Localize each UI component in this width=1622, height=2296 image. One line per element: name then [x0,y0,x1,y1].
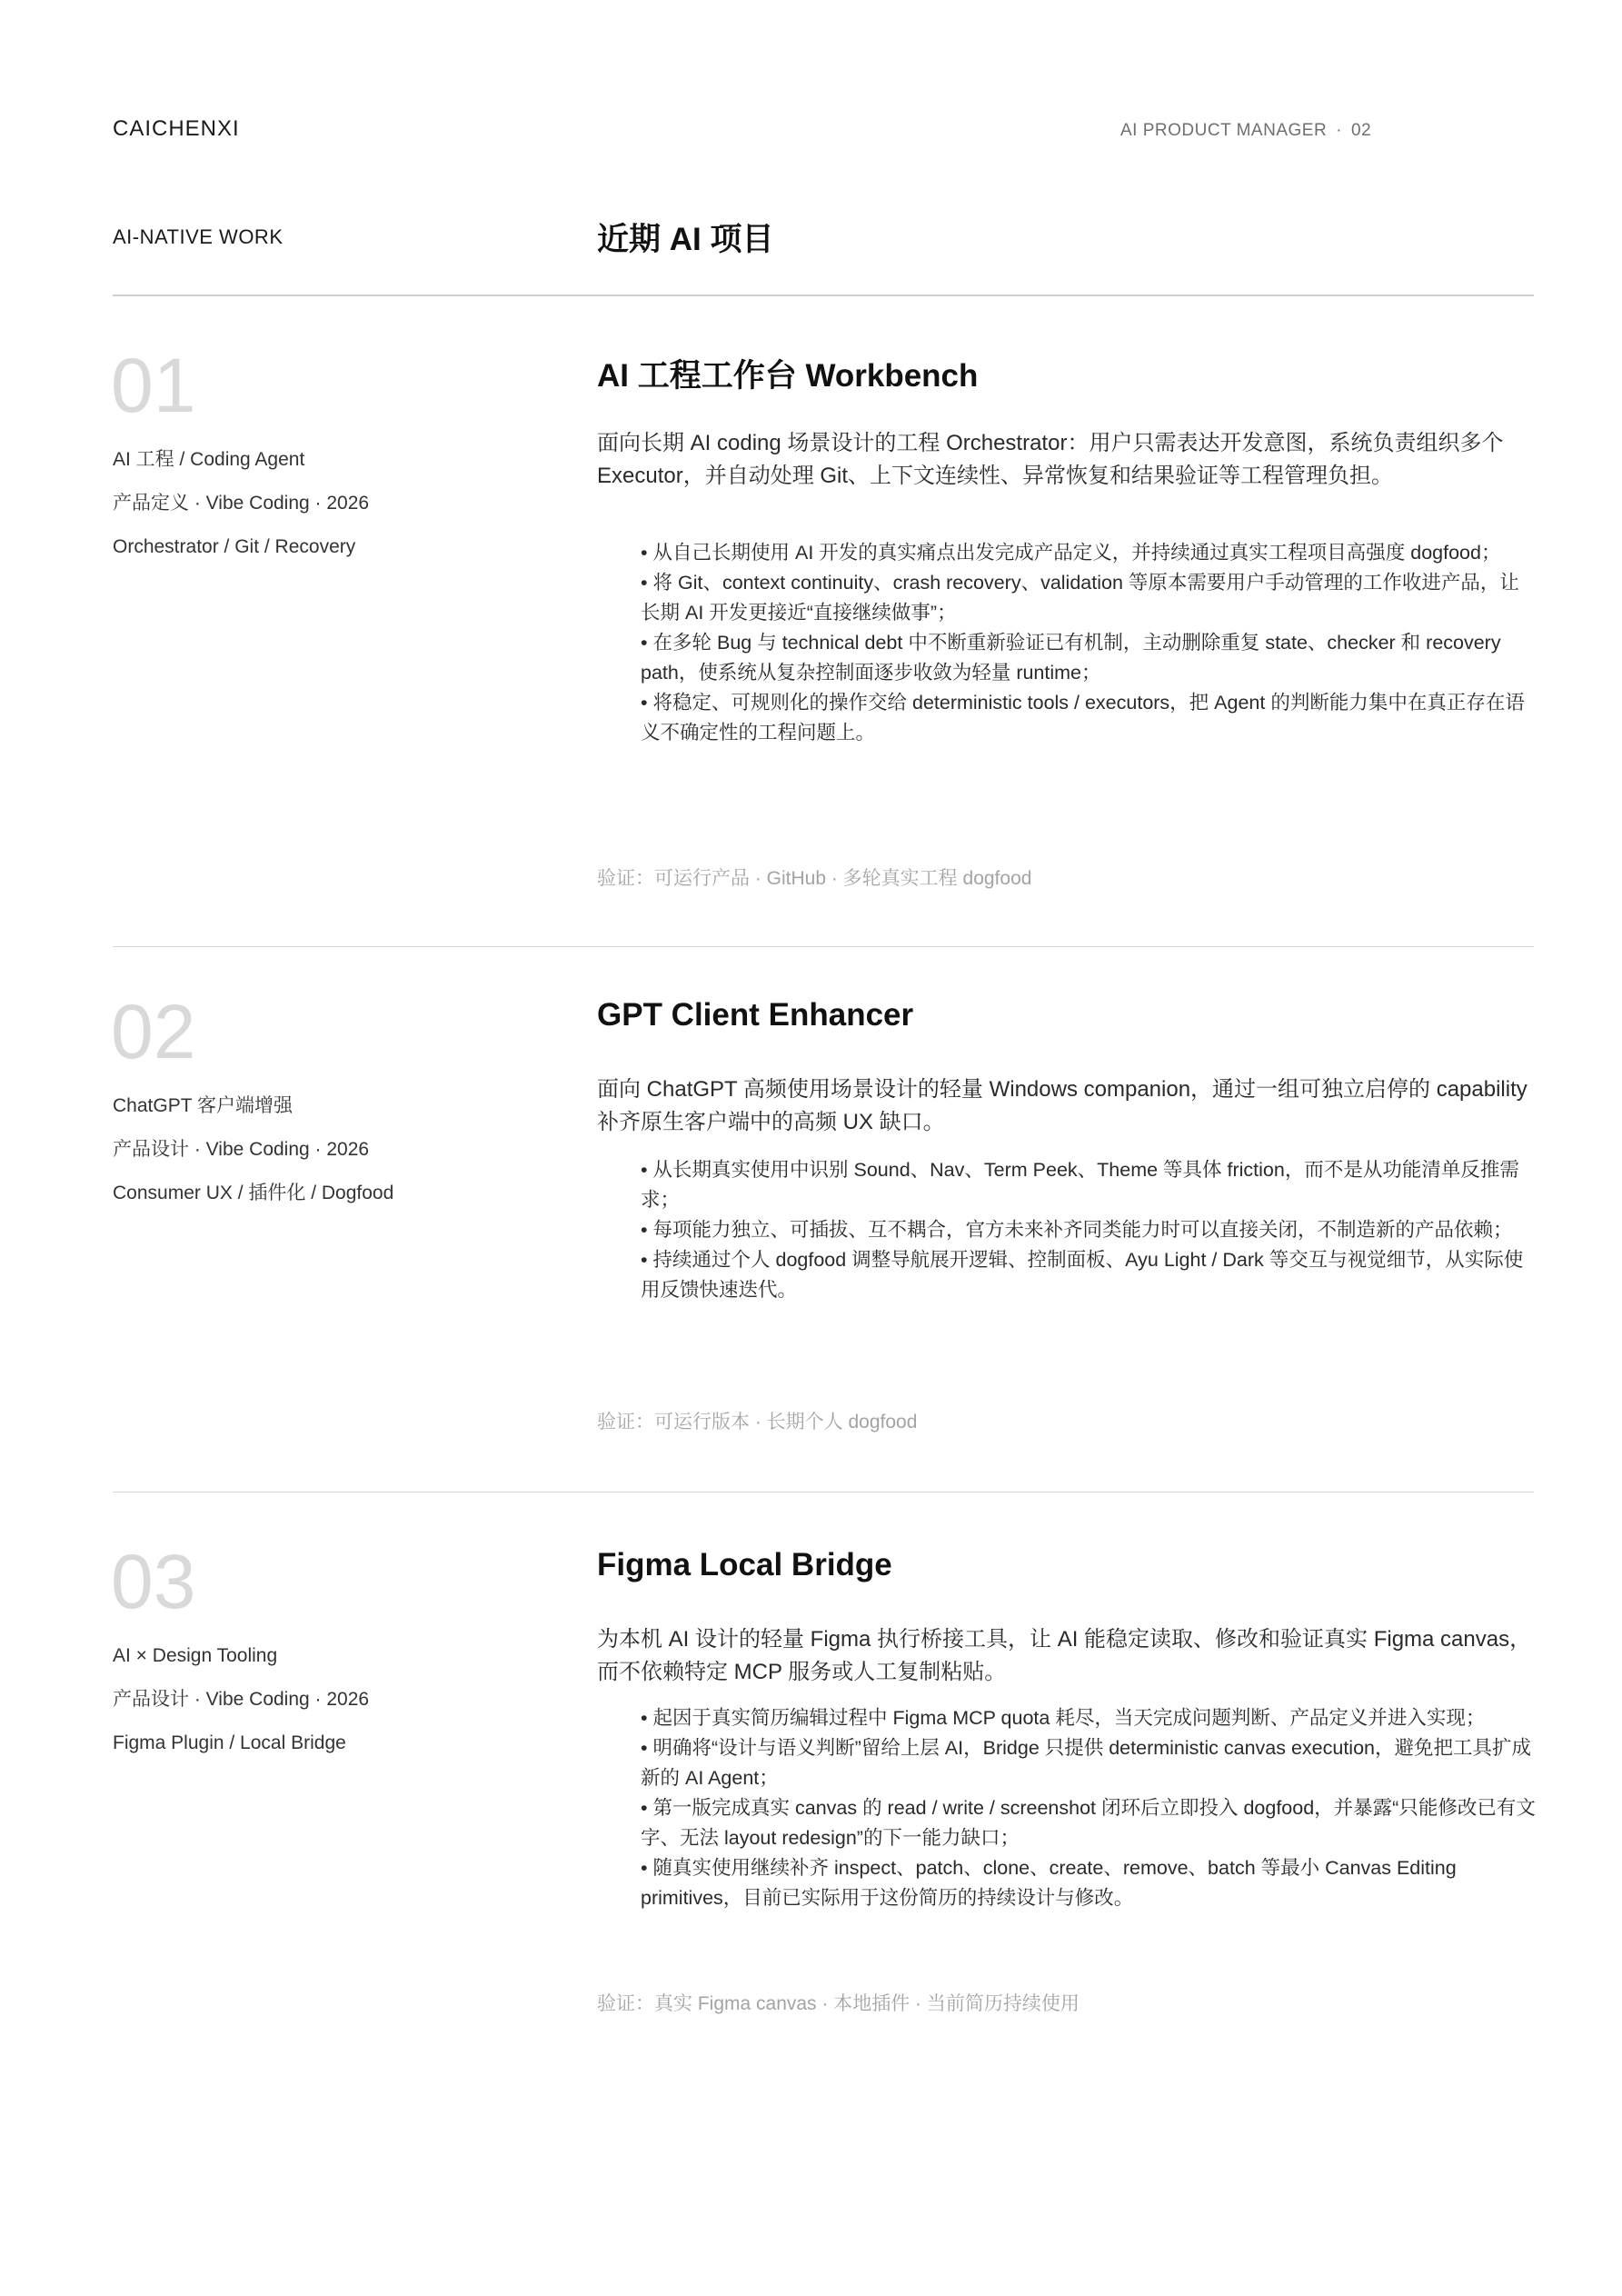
bullet-item: • 从自己长期使用 AI 开发的真实痛点出发完成产品定义，并持续通过真实工程项目高强度 dogfood； [641,538,1536,568]
brand-name: CAICHENXI [113,116,240,141]
project-title: GPT Client Enhancer [597,997,914,1033]
project-category: AI 工程 / Coding Agent [113,449,305,470]
page-header-meta [1120,121,1371,141]
bullet-item: • 每项能力独立、可插拔、互不耦合，官方未来补齐同类能力时可以直接关闭，不制造新的产品依赖； [641,1215,1536,1245]
project-bullets [641,538,1536,748]
project-meta [113,1095,503,1226]
bullet-item: • 第一版完成真实 canvas 的 read / write / screenshot 闭环后立即投入 dogfood，并暴露“只能修改已有文字、无法 layout redesign”的下一能力缺口； [641,1793,1536,1853]
project-keywords: Figma Plugin / Local Bridge [113,1732,346,1753]
project-verification: 验证：真实 Figma canvas · 本地插件 · 当前简历持续使用 [597,1993,1080,2014]
project-meta [113,1645,503,1776]
project-title: AI 工程工作台 Workbench [597,358,979,394]
project-divider [113,946,1534,947]
section-tag: AI-NATIVE WORK [113,225,284,248]
project-verification: 验证：可运行产品 · GitHub · 多轮真实工程 dogfood [597,868,1032,889]
project-category: ChatGPT 客户端增强 [113,1095,293,1116]
project-role: 产品定义 · Vibe Coding · 2026 [113,493,370,514]
role-label: AI PRODUCT MANAGER [1120,121,1328,140]
section-title: 近期 AI 项目 [597,222,774,257]
bullet-item: • 将稳定、可规则化的操作交给 deterministic tools / executors，把 Agent 的判断能力集中在真正存在语义不确定性的工程问题上。 [641,688,1536,748]
project-meta [113,449,503,580]
header-separator: · [1336,121,1343,140]
bullet-item: • 从长期真实使用中识别 Sound、Nav、Term Peek、Theme 等具体 friction，而不是从功能清单反推需求； [641,1155,1536,1215]
project-verification: 验证：可运行版本 · 长期个人 dogfood [597,1412,918,1433]
page-number: 02 [1351,121,1372,140]
project-description: 面向长期 AI coding 场景设计的工程 Orchestrator：用户只需表达开发意图，系统负责组织多个 Executor，并自动处理 Git、上下文连续性、异常恢复和结果验证等工程管理负担。 [597,431,1504,488]
project-keywords: Orchestrator / Git / Recovery [113,536,356,557]
project-bullets [641,1155,1536,1305]
project-bullets [641,1703,1536,1913]
bullet-item: • 将 Git、context continuity、crash recovery、validation 等原本需要用户手动管理的工作收进产品，让长期 AI 开发更接近“直接继续做事”； [641,568,1536,628]
project-number: 02 [111,989,196,1074]
bullet-item: • 持续通过个人 dogfood 调整导航展开逻辑、控制面板、Ayu Light / Dark 等交互与视觉细节，从实际使用反馈快速迭代。 [641,1245,1536,1305]
section-divider [113,294,1534,296]
project-category: AI × Design Tooling [113,1645,278,1666]
project-role: 产品设计 · Vibe Coding · 2026 [113,1139,370,1160]
project-number: 01 [111,343,196,428]
project-keywords: Consumer UX / 插件化 / Dogfood [113,1183,394,1203]
bullet-item: • 起因于真实简历编辑过程中 Figma MCP quota 耗尽，当天完成问题判断、产品定义并进入实现； [641,1703,1536,1733]
project-number: 03 [111,1539,196,1624]
bullet-item: • 在多轮 Bug 与 technical debt 中不断重新验证已有机制，主动删除重复 state、checker 和 recovery path，使系统从复杂控制面逐步收敛为轻量 runtime； [641,628,1536,688]
project-description: 面向 ChatGPT 高频使用场景设计的轻量 Windows companion，通过一组可独立启停的 capability 补齐原生客户端中的高频 UX 缺口。 [597,1077,1527,1134]
project-title: Figma Local Bridge [597,1547,892,1582]
project-role: 产品设计 · Vibe Coding · 2026 [113,1689,370,1710]
bullet-item: • 明确将“设计与语义判断”留给上层 AI，Bridge 只提供 deterministic canvas execution，避免把工具扩成新的 AI Agent； [641,1733,1536,1793]
bullet-item: • 随真实使用继续补齐 inspect、patch、clone、create、remove、batch 等最小 Canvas Editing primitives，目前已实际用于这份简历的持续设计与修改。 [641,1853,1536,1913]
project-description: 为本机 AI 设计的轻量 Figma 执行桥接工具，让 AI 能稳定读取、修改和验证真实 Figma canvas，而不依赖特定 MCP 服务或人工复制粘贴。 [597,1627,1532,1684]
